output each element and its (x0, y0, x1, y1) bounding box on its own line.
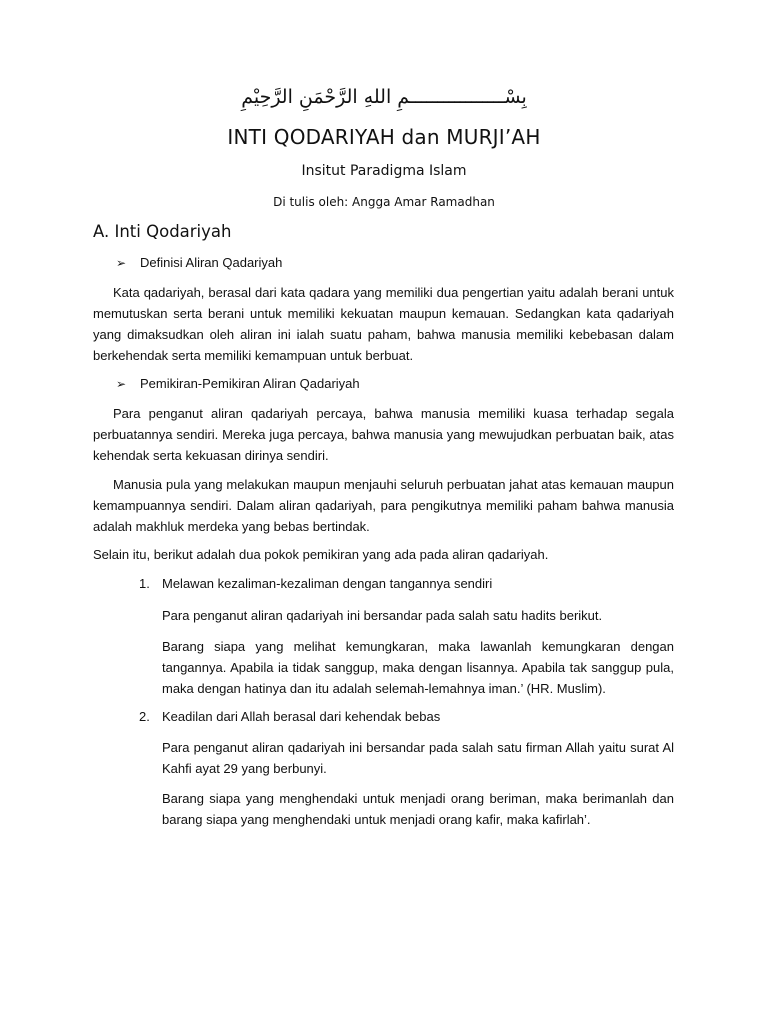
bullet-label: Pemikiran-Pemikiran Aliran Qadariyah (140, 376, 360, 391)
item-number: 2. (139, 709, 150, 724)
item-1-paragraph-1: Para penganut aliran qadariyah ini bersandar pada salah satu hadits berikut. (162, 608, 603, 623)
paragraph-pemikiran-1: Para penganut aliran qadariyah percaya, bahwa manusia memiliki kuasa terhadap segala perbuatannya sendiri. Mereka juga percaya, bahwa manusia yang mewujudkan perbuatan baik, atas kehendak serta kekuasan dirinya sendiri. (93, 406, 674, 463)
bullet-item-pemikiran (116, 376, 360, 391)
bullet-label: Definisi Aliran Qadariyah (140, 255, 283, 270)
arrow-bullet-icon: ➢ (116, 256, 127, 270)
arrow-bullet-icon: ➢ (116, 377, 127, 391)
numbered-item-1 (139, 576, 492, 591)
paragraph-definisi: Kata qadariyah, berasal dari kata qadara yang memiliki dua pengertian yaitu adalah berani untuk memutuskan serta berani untuk memiliki kekuatan maupun kemauan. Sedangkan kata qadariyah yang dimaksudkan oleh aliran ini ialah suatu paham, bahwa manusia memiliki kebebasan dalam berkehendak serta memiliki kemampuan untuk berbuat. (93, 285, 674, 363)
numbered-item-2 (139, 709, 440, 724)
item-title: Keadilan dari Allah berasal dari kehendak bebas (162, 709, 441, 724)
page-title: INTI QODARIYAH dan MURJI’AH (227, 125, 541, 149)
item-number: 1. (139, 576, 150, 591)
item-2-paragraph-1: Para penganut aliran qadariyah ini bersandar pada salah satu firman Allah yaitu surat Al Kahfi ayat 29 yang berbunyi. (162, 740, 674, 776)
bismillah-heading: بِسْـــــــــــــــــمِ اللهِ الرَّحْمَنِ الرَّحِيْمِ (241, 86, 527, 108)
page-subtitle: Insitut Paradigma Islam (301, 163, 467, 179)
item-title: Melawan kezaliman-kezaliman dengan tangannya sendiri (162, 576, 493, 591)
paragraph-pokok-pemikiran: Selain itu, berikut adalah dua pokok pemikiran yang ada pada aliran qadariyah. (93, 547, 549, 562)
bullet-item-definisi (116, 255, 282, 270)
item-2-quote: Barang siapa yang menghendaki untuk menjadi orang beriman, maka berimanlah dan barang siapa yang menghendaki untuk menjadi orang kafir, maka kafirlah’. (162, 791, 674, 827)
item-1-quote: Barang siapa yang melihat kemungkaran, maka lawanlah kemungkaran dengan tangannya. Apabila ia tidak sanggup, maka dengan lisannya. Apabila tak sanggup pula, maka dengan hatinya dan itu adalah selemah-lemahnya iman.’ (HR. Muslim). (162, 639, 674, 696)
author-line: Di tulis oleh: Angga Amar Ramadhan (273, 195, 495, 209)
paragraph-pemikiran-2: Manusia pula yang melakukan maupun menjauhi seluruh perbuatan jahat atas kemauan maupun kemampuannya sendiri. Dalam aliran qadariyah, para pengikutnya memiliki paham bahwa manusia adalah makhluk merdeka yang bebas bertindak. (93, 477, 674, 534)
section-heading: A. Inti Qodariyah (93, 222, 232, 241)
